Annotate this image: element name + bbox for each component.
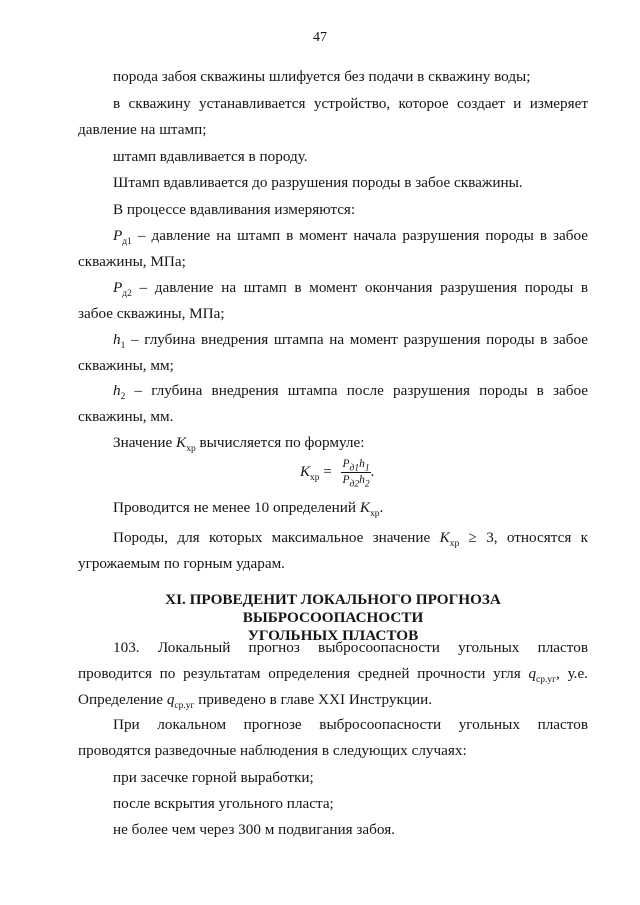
formula-lhs xyxy=(300,464,320,481)
text: , у.е. Определение xyxy=(78,665,588,708)
sub-2: 2 xyxy=(120,392,126,403)
definition-h1-text: – глубина внедрения штампа на момент разрушения породы в забое скважины, мм; xyxy=(78,331,588,374)
var-h: h xyxy=(113,331,121,348)
page-number: 47 xyxy=(313,30,327,45)
list-item-3: не более чем через 300 м подвигания забоя. xyxy=(113,821,395,838)
equals-sign: = xyxy=(319,464,336,480)
text: приведено в главе XXI Инструкции. xyxy=(194,691,433,708)
text: Проводится не менее 10 определений xyxy=(113,499,360,516)
var-k: K xyxy=(439,529,450,546)
sub-hr: хр xyxy=(449,539,460,550)
list-item-2: после вскрытия угольного пласта; xyxy=(113,795,334,812)
sub-2: 2 xyxy=(364,479,370,490)
denominator xyxy=(342,473,370,490)
formula-end: . xyxy=(370,464,375,480)
sub-1: 1 xyxy=(120,341,126,352)
sub-1: 1 xyxy=(364,463,370,474)
paragraph-2: в скважину устанавливается устройство, которое создает и измеряет давление на штамп; xyxy=(78,95,588,138)
paragraph-3: штамп вдавливается в породу. xyxy=(113,148,308,165)
paragraph-threshold xyxy=(78,525,588,577)
numerator xyxy=(341,458,370,473)
var-k: K xyxy=(176,434,187,451)
paragraph-local-forecast: При локальном прогнозе выбросоопасности угольных пластов проводятся разведочные наблюдения в следующих случаях: xyxy=(78,716,588,759)
sub-hr: хр xyxy=(186,444,196,455)
var-h: h xyxy=(359,458,365,470)
var-k: K xyxy=(300,464,311,480)
sub-d1: д1 xyxy=(122,237,132,248)
var-p: P xyxy=(113,279,123,296)
sub-d1: д1 xyxy=(349,463,360,474)
var-p: P xyxy=(342,458,350,470)
paragraph-1: порода забоя скважины шлифуется без подачи в скважину воды; xyxy=(113,68,531,85)
definition-pd2-text: – давление на штамп в момент окончания разрушения породы в забое скважины, МПа; xyxy=(78,279,588,322)
paragraph-103 xyxy=(78,635,588,713)
definition-pd2 xyxy=(78,275,588,327)
var-q: q xyxy=(166,691,175,708)
var-p: P xyxy=(342,474,350,486)
fraction xyxy=(341,458,370,490)
definition-h2-text: – глубина внедрения штампа после разрушения породы в забое скважины, мм. xyxy=(78,382,588,425)
sub-hr: хр xyxy=(310,473,320,483)
sub-sr-ug: ср.уг xyxy=(536,675,557,686)
paragraph-determinations xyxy=(78,495,588,521)
var-q: q xyxy=(528,665,537,682)
formula-khr xyxy=(300,458,375,490)
var-p: P xyxy=(113,227,123,244)
paragraph-5: В процессе вдавливания измеряются: xyxy=(113,201,356,218)
heading-line-1: XI. ПРОВЕДЕНИТ ЛОКАЛЬНОГО ПРОГНОЗА ВЫБРОСООПАСНОСТИ xyxy=(165,591,501,626)
definition-h1 xyxy=(78,327,588,379)
text: вычисляется по формуле: xyxy=(195,434,365,451)
text: ≥ 3, относятся к угрожаемым по горным ударам. xyxy=(78,529,588,572)
var-h: h xyxy=(113,382,121,399)
definition-pd1-text: – давление на штамп в момент начала разрушения породы в забое скважины, МПа; xyxy=(78,227,588,270)
text: Породы, для которых максимальное значение xyxy=(113,529,440,546)
text: . xyxy=(379,499,384,516)
text: Значение xyxy=(113,434,177,451)
definition-h2 xyxy=(78,378,588,430)
heading-line-2: УГОЛЬНЫХ ПЛАСТОВ xyxy=(247,627,419,644)
paragraph-4: Штамп вдавливается до разрушения породы в забое скважины. xyxy=(113,174,523,191)
sub-sr-ug: ср.уг xyxy=(174,701,195,712)
text: 103. Локальный прогноз выбросоопасности угольных пластов проводится по результатам определения средней прочности угля xyxy=(78,639,588,682)
definition-pd1 xyxy=(78,223,588,275)
formula-intro xyxy=(78,430,588,456)
sub-hr: хр xyxy=(369,509,380,520)
var-k: K xyxy=(359,499,370,516)
list-item-1: при засечке горной выработки; xyxy=(113,769,314,786)
sub-d2: д2 xyxy=(122,289,132,300)
var-h: h xyxy=(359,474,365,486)
sub-d2: д2 xyxy=(349,479,360,490)
